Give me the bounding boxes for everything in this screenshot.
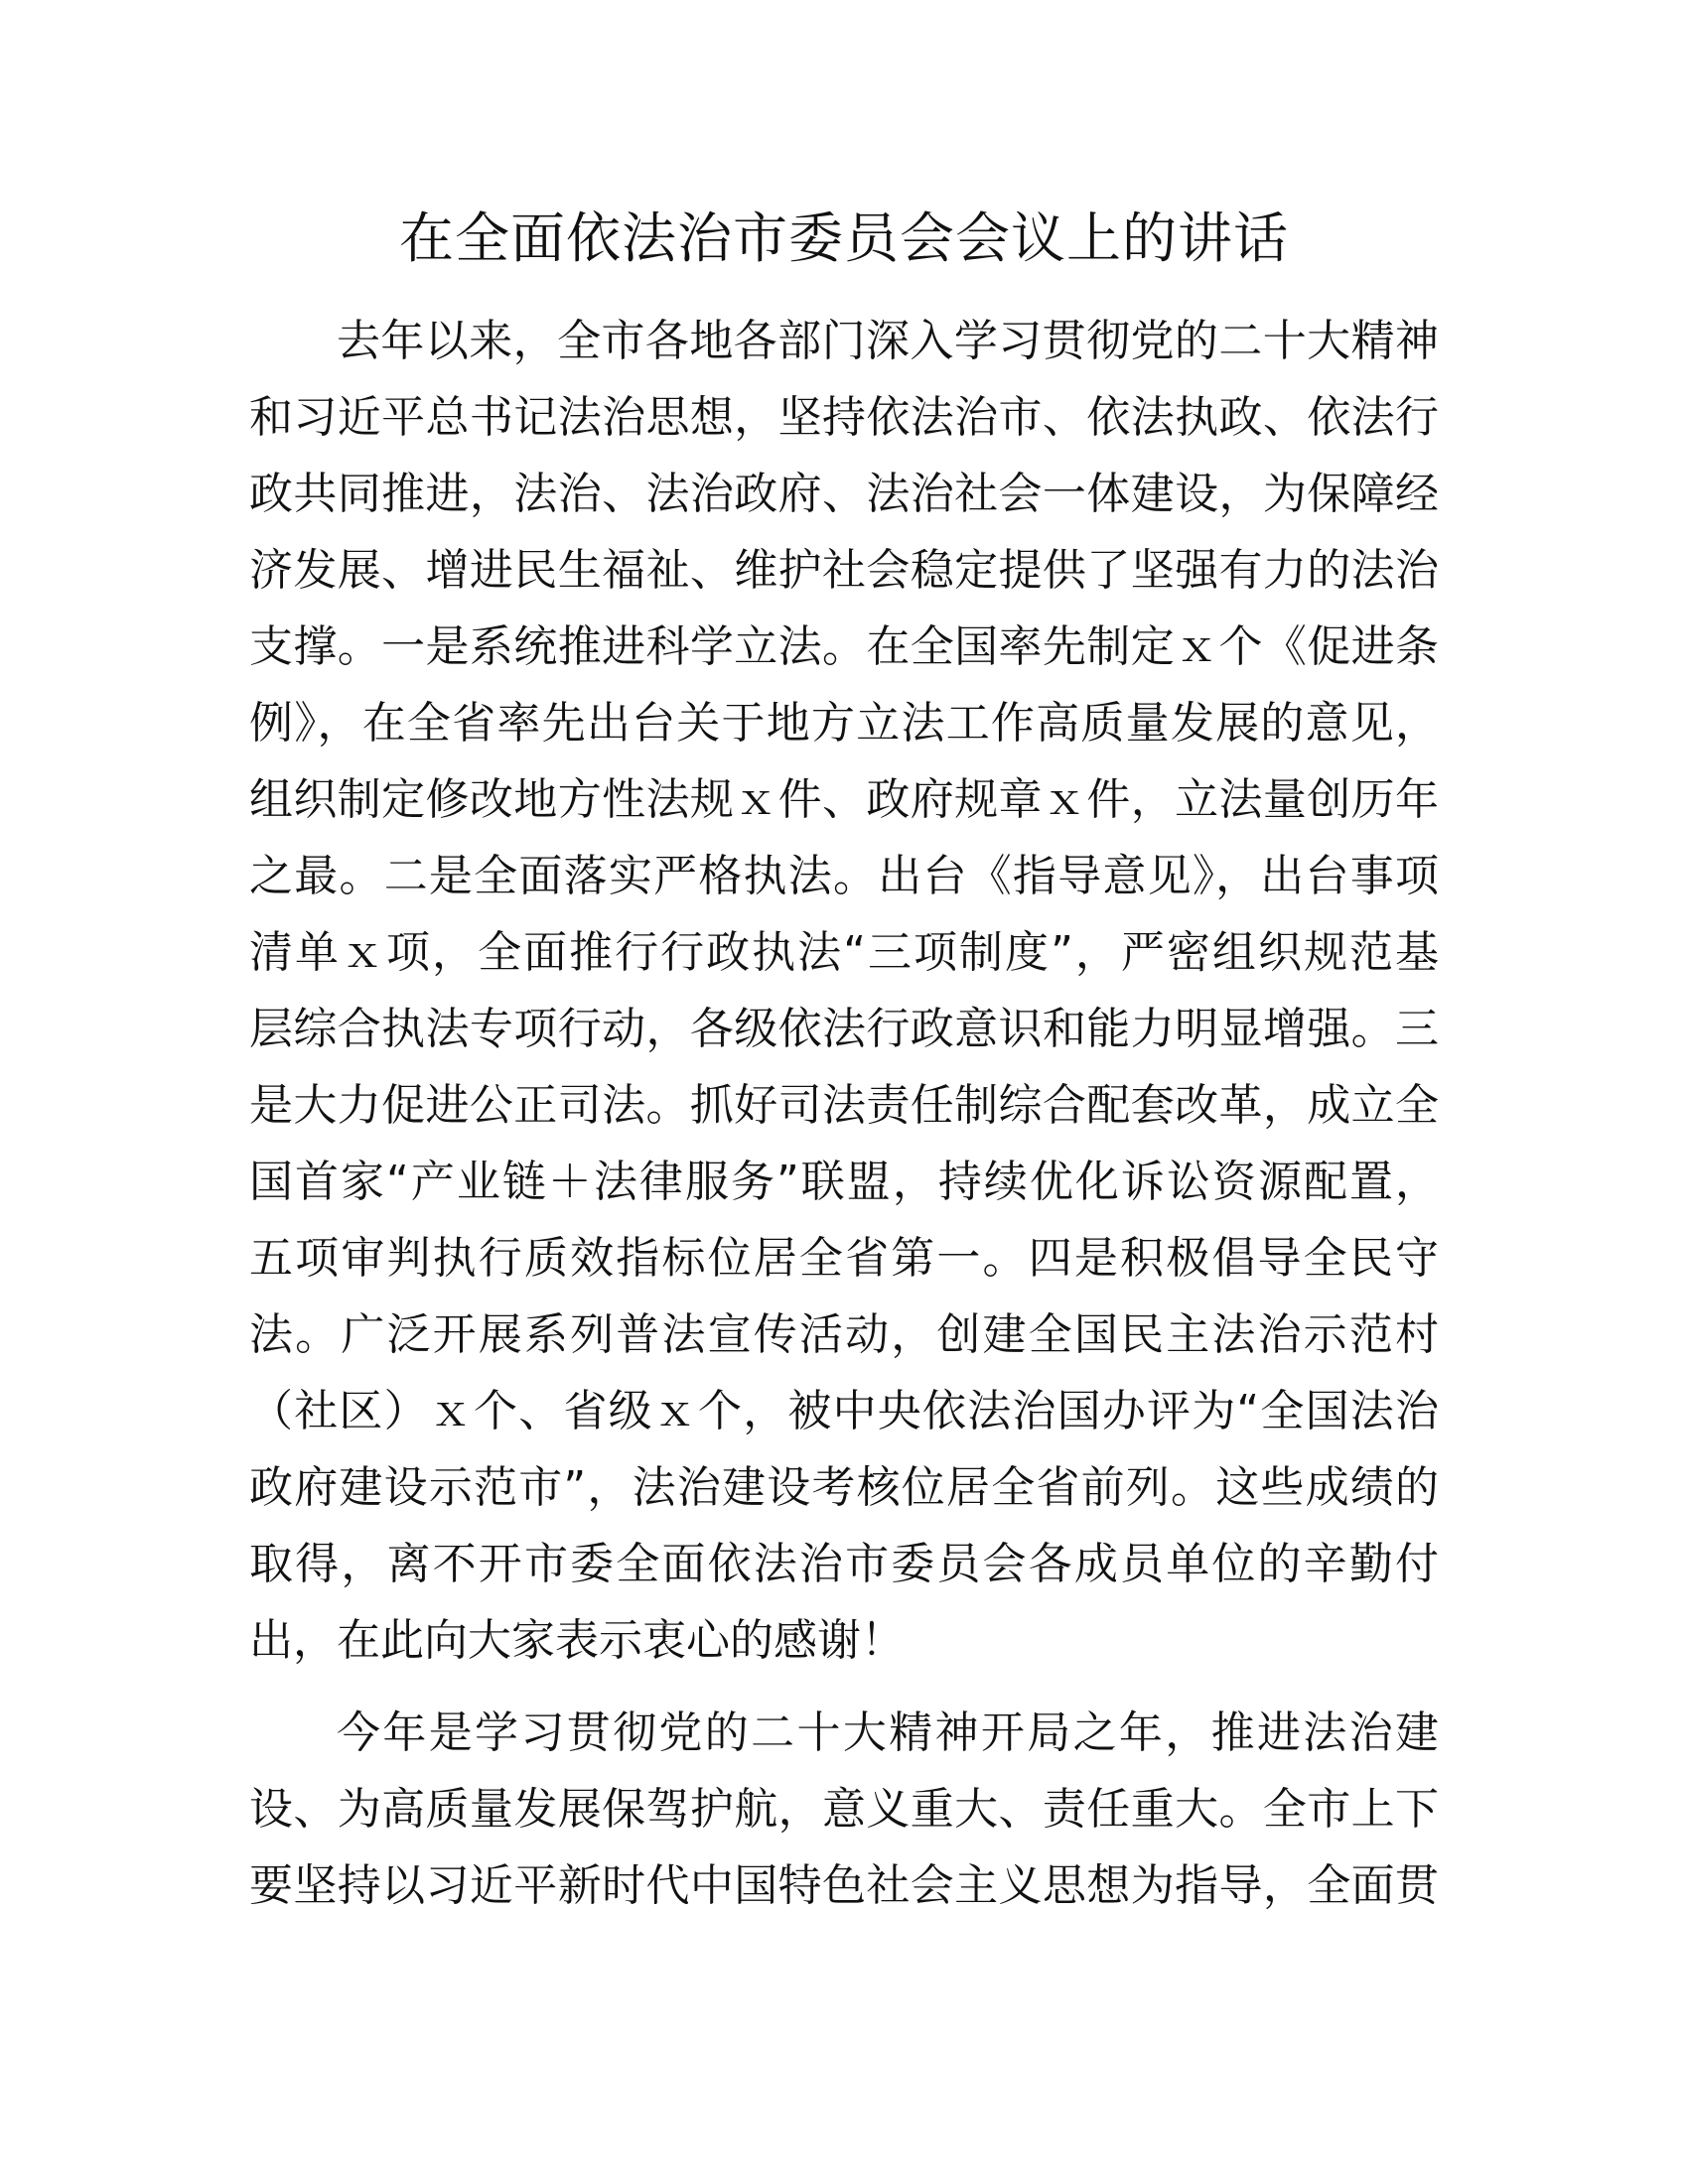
document-body [249, 303, 1439, 1924]
text-line: 组织制定修改地方性法规ｘ件、政府规章ｘ件，立法量创历年 [249, 774, 1439, 825]
paragraph-2 [249, 1695, 1439, 1924]
text-line: 出，在此向大家表示衷心的感谢！ [249, 1615, 905, 1666]
text-line: 和习近平总书记法治思想，坚持依法治市、依法执政、依法行 [249, 392, 1439, 443]
text-line: 政共同推进，法治、法治政府、法治社会一体建设，为保障经 [249, 469, 1439, 519]
text-line: （社区）ｘ个、省级ｘ个，被中央依法治国办评为“全国法治 [249, 1386, 1439, 1436]
text-line: 今年是学习贯彻党的二十大精神开局之年，推进法治建 [337, 1707, 1439, 1758]
text-line: 清单ｘ项，全面推行行政执法“三项制度”，严密组织规范基 [249, 927, 1439, 978]
text-line: 取得，离不开市委全面依法治市委员会各成员单位的辛勤付 [249, 1539, 1439, 1589]
text-line: 设、为高质量发展保驾护航，意义重大、责任重大。全市上下 [249, 1784, 1439, 1835]
document-title: 在全面依法治市委员会会议上的讲话 [398, 206, 1289, 270]
text-line: 法。广泛开展系列普法宣传活动，创建全国民主法治示范村 [249, 1309, 1439, 1360]
text-line: 国首家“产业链＋法律服务”联盟，持续优化诉讼资源配置， [249, 1157, 1439, 1207]
text-line: 支撑。一是系统推进科学立法。在全国率先制定ｘ个《促进条 [249, 621, 1439, 672]
text-line: 政府建设示范市”，法治建设考核位居全省前列。这些成绩的 [249, 1462, 1439, 1513]
paragraph-spacer [249, 1679, 1439, 1695]
text-line: 五项审判执行质效指标位居全省第一。四是积极倡导全民守 [249, 1233, 1439, 1284]
text-line: 济发展、增进民生福祉、维护社会稳定提供了坚强有力的法治 [249, 545, 1439, 596]
text-line: 层综合执法专项行动，各级依法行政意识和能力明显增强。三 [249, 1004, 1439, 1054]
text-line: 去年以来，全市各地各部门深入学习贯彻党的二十大精神 [337, 316, 1439, 366]
paragraph-1 [249, 303, 1439, 1679]
text-line: 要坚持以习近平新时代中国特色社会主义思想为指导，全面贯 [249, 1860, 1439, 1911]
text-line: 之最。二是全面落实严格执法。出台《指导意见》，出台事项 [249, 851, 1439, 901]
text-line: 例》，在全省率先出台关于地方立法工作高质量发展的意见， [249, 698, 1439, 749]
text-line: 是大力促进公正司法。抓好司法责任制综合配套改革，成立全 [249, 1080, 1439, 1131]
